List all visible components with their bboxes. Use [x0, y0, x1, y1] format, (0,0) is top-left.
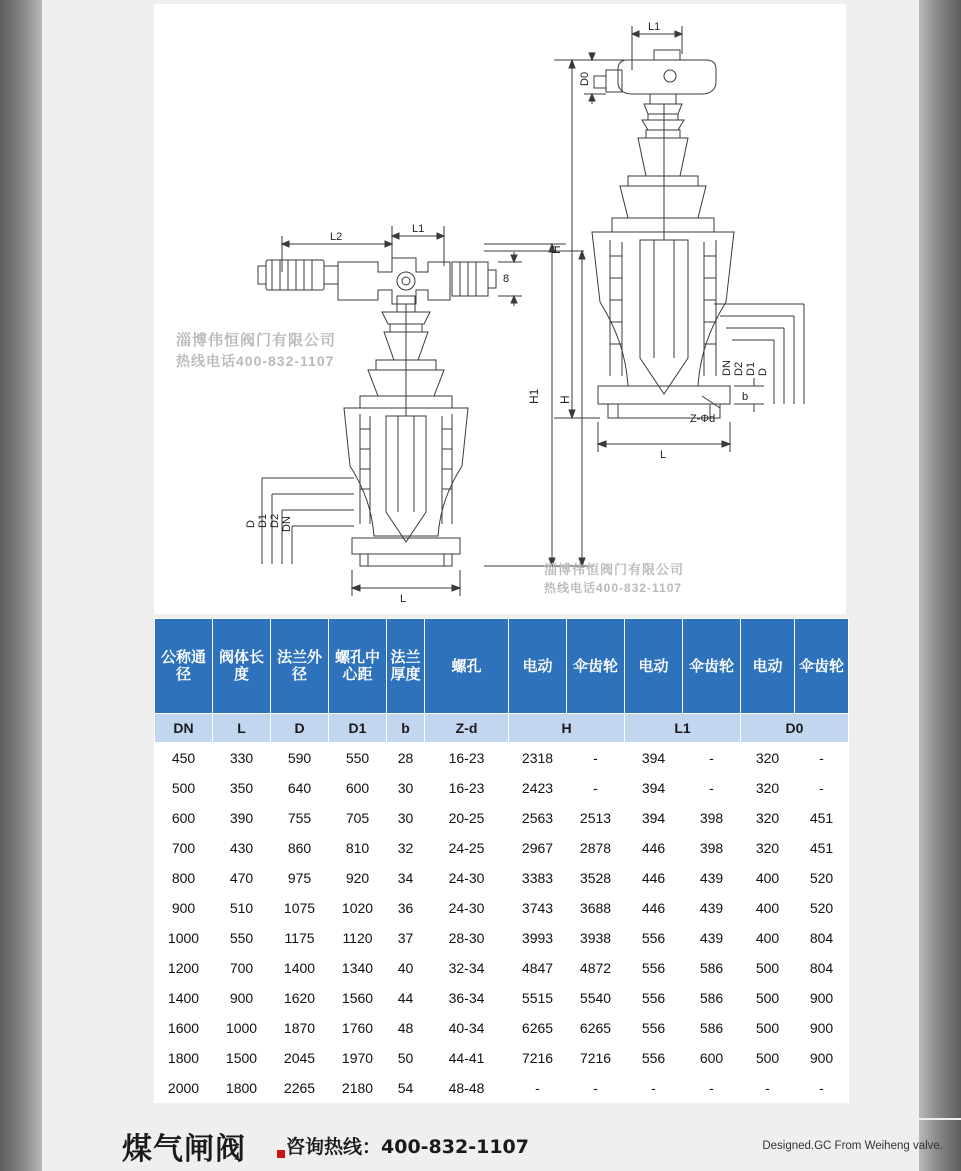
- cell-l: 390: [213, 803, 271, 833]
- svg-text:b: b: [742, 391, 749, 403]
- cell-h-bevel: 5540: [567, 983, 625, 1013]
- cell-dn: 2000: [155, 1073, 213, 1103]
- cell-d1: 1020: [329, 893, 387, 923]
- cell-d0-electric: 320: [741, 803, 795, 833]
- cell-l1-electric: 394: [625, 803, 683, 833]
- product-title: 煤气闸阀: [122, 1132, 246, 1167]
- cell-d: 1400: [271, 953, 329, 983]
- cell-l: 1800: [213, 1073, 271, 1103]
- cell-dn: 1800: [155, 1043, 213, 1073]
- cell-d1: 1120: [329, 923, 387, 953]
- cell-l1-electric: 446: [625, 833, 683, 863]
- cell-d1: 1970: [329, 1043, 387, 1073]
- col-header-electric-h: 电动: [509, 619, 567, 714]
- cell-d0-electric: -: [741, 1073, 795, 1103]
- cell-l: 330: [213, 743, 271, 773]
- symbol-h: H: [509, 714, 625, 743]
- left-edge-band: [0, 0, 42, 1171]
- col-header-bolt-circle: 螺孔中心距: [329, 619, 387, 714]
- cell-zd: 44-41: [425, 1043, 509, 1073]
- cell-l1-electric: 394: [625, 773, 683, 803]
- cell-b: 28: [387, 743, 425, 773]
- col-header-bevelgear-l1: 伞齿轮: [683, 619, 741, 714]
- cell-b: 54: [387, 1073, 425, 1103]
- cell-l1-bevel: 586: [683, 953, 741, 983]
- cell-zd: 36-34: [425, 983, 509, 1013]
- symbol-b: b: [387, 714, 425, 743]
- cell-d: 1620: [271, 983, 329, 1013]
- watermark-company-left: 淄博伟恒阀门有限公司: [176, 332, 337, 349]
- col-header-nominal-diameter: 公称通径: [155, 619, 213, 714]
- cell-zd: 40-34: [425, 1013, 509, 1043]
- cell-b: 34: [387, 863, 425, 893]
- cell-h-electric: 2318: [509, 743, 567, 773]
- table-row: [155, 833, 849, 863]
- symbol-l: L: [213, 714, 271, 743]
- col-header-bevelgear-d0: 伞齿轮: [795, 619, 849, 714]
- table-row: [155, 1073, 849, 1103]
- cell-d0-bevel: 804: [795, 953, 849, 983]
- cell-l1-electric: 446: [625, 863, 683, 893]
- cell-l: 900: [213, 983, 271, 1013]
- table-row: [155, 953, 849, 983]
- title-accent-dot: [277, 1150, 285, 1158]
- col-header-flange-thickness: 法兰厚度: [387, 619, 425, 714]
- col-header-flange-outer-diameter: 法兰外径: [271, 619, 329, 714]
- spec-table: [154, 618, 849, 1103]
- cell-l: 470: [213, 863, 271, 893]
- cell-b: 48: [387, 1013, 425, 1043]
- svg-text:D2: D2: [733, 361, 745, 376]
- cell-h-electric: 3383: [509, 863, 567, 893]
- cell-d0-electric: 500: [741, 1013, 795, 1043]
- cell-zd: 28-30: [425, 923, 509, 953]
- cell-b: 40: [387, 953, 425, 983]
- cell-d: 590: [271, 743, 329, 773]
- svg-text:8: 8: [503, 273, 510, 285]
- table-row: [155, 803, 849, 833]
- svg-text:D1: D1: [745, 361, 757, 376]
- col-header-bolt-holes: 螺孔: [425, 619, 509, 714]
- cell-d1: 920: [329, 863, 387, 893]
- cell-d0-bevel: -: [795, 773, 849, 803]
- cell-d: 1870: [271, 1013, 329, 1043]
- cell-l: 350: [213, 773, 271, 803]
- cell-h-electric: 6265: [509, 1013, 567, 1043]
- cell-d1: 2180: [329, 1073, 387, 1103]
- symbol-d1: D1: [329, 714, 387, 743]
- right-edge-band: [919, 0, 961, 1171]
- cell-l: 510: [213, 893, 271, 923]
- svg-text:D: D: [757, 368, 769, 376]
- cell-d0-bevel: -: [795, 1073, 849, 1103]
- svg-text:D2: D2: [269, 513, 281, 528]
- hotline-label: 咨询热线：: [286, 1136, 382, 1158]
- svg-text:H: H: [558, 395, 572, 404]
- symbol-z-d: Z-d: [425, 714, 509, 743]
- svg-text:DN: DN: [281, 516, 293, 532]
- cell-h-bevel: 3938: [567, 923, 625, 953]
- symbol-l1: L1: [625, 714, 741, 743]
- cell-d0-electric: 400: [741, 893, 795, 923]
- cell-l1-bevel: 600: [683, 1043, 741, 1073]
- cell-d0-electric: 320: [741, 773, 795, 803]
- table-row: [155, 1013, 849, 1043]
- table-row: [155, 773, 849, 803]
- cell-h-bevel: 7216: [567, 1043, 625, 1073]
- cell-d1: 1760: [329, 1013, 387, 1043]
- symbol-dn: DN: [155, 714, 213, 743]
- symbol-d0: D0: [741, 714, 849, 743]
- spec-table-container: [154, 618, 848, 1103]
- cell-b: 30: [387, 803, 425, 833]
- cell-d: 1075: [271, 893, 329, 923]
- cell-d0-bevel: 520: [795, 893, 849, 923]
- cell-l1-electric: 556: [625, 1013, 683, 1043]
- svg-text:L1: L1: [412, 223, 425, 235]
- svg-text:L: L: [660, 449, 667, 461]
- cell-d0-bevel: 451: [795, 833, 849, 863]
- cell-d0-electric: 400: [741, 923, 795, 953]
- cell-d0-electric: 320: [741, 833, 795, 863]
- cell-dn: 600: [155, 803, 213, 833]
- cell-h-electric: 2423: [509, 773, 567, 803]
- cell-zd: 24-30: [425, 863, 509, 893]
- cell-zd: 16-23: [425, 743, 509, 773]
- table-row: [155, 923, 849, 953]
- table-body: [155, 743, 849, 1103]
- cell-d1: 1340: [329, 953, 387, 983]
- svg-text:D0: D0: [579, 71, 591, 86]
- cell-l1-bevel: 586: [683, 1013, 741, 1043]
- cell-h-bevel: 4872: [567, 953, 625, 983]
- cell-dn: 450: [155, 743, 213, 773]
- table-symbol-row: [155, 714, 849, 743]
- cell-l1-electric: 556: [625, 953, 683, 983]
- cell-b: 50: [387, 1043, 425, 1073]
- cell-l: 1500: [213, 1043, 271, 1073]
- cell-l1-electric: 446: [625, 893, 683, 923]
- cell-d1: 1560: [329, 983, 387, 1013]
- svg-text:L1: L1: [648, 21, 661, 33]
- cell-d: 2045: [271, 1043, 329, 1073]
- cell-d0-bevel: 900: [795, 1043, 849, 1073]
- watermark-hotline-left: 热线电话400-832-1107: [176, 353, 335, 369]
- svg-text:L2: L2: [330, 231, 343, 243]
- svg-text:L: L: [400, 593, 407, 605]
- cell-d: 975: [271, 863, 329, 893]
- cell-dn: 1400: [155, 983, 213, 1013]
- cell-h-bevel: -: [567, 1073, 625, 1103]
- cell-h-bevel: 3528: [567, 863, 625, 893]
- cell-d0-bevel: 451: [795, 803, 849, 833]
- cell-h-electric: 2967: [509, 833, 567, 863]
- watermark-hotline-right: 热线电话400-832-1107: [544, 581, 683, 595]
- cell-d0-electric: 320: [741, 743, 795, 773]
- svg-text:H1: H1: [527, 388, 541, 404]
- cell-dn: 1200: [155, 953, 213, 983]
- cell-l1-bevel: 586: [683, 983, 741, 1013]
- cell-l1-electric: 394: [625, 743, 683, 773]
- cell-l1-bevel: 439: [683, 863, 741, 893]
- valve-drawing-svg: [154, 4, 846, 614]
- symbol-d: D: [271, 714, 329, 743]
- cell-d1: 600: [329, 773, 387, 803]
- svg-text:DN: DN: [721, 360, 733, 376]
- cell-zd: 24-25: [425, 833, 509, 863]
- cell-h-bevel: 3688: [567, 893, 625, 923]
- table-row: [155, 1043, 849, 1073]
- cell-zd: 48-48: [425, 1073, 509, 1103]
- cell-b: 36: [387, 893, 425, 923]
- cell-d0-bevel: 900: [795, 983, 849, 1013]
- cell-dn: 700: [155, 833, 213, 863]
- svg-text:D: D: [245, 520, 257, 528]
- cell-dn: 900: [155, 893, 213, 923]
- cell-d0-electric: 400: [741, 863, 795, 893]
- cell-l1-electric: -: [625, 1073, 683, 1103]
- cell-zd: 20-25: [425, 803, 509, 833]
- cell-l1-bevel: 398: [683, 833, 741, 863]
- svg-text:H: H: [549, 245, 563, 254]
- col-header-bevelgear-h: 伞齿轮: [567, 619, 625, 714]
- cell-h-bevel: -: [567, 743, 625, 773]
- cell-b: 32: [387, 833, 425, 863]
- cell-d: 640: [271, 773, 329, 803]
- cell-l1-bevel: -: [683, 773, 741, 803]
- footer-hotline: [286, 1132, 529, 1159]
- cell-zd: 32-34: [425, 953, 509, 983]
- cell-d: 1175: [271, 923, 329, 953]
- cell-d0-electric: 500: [741, 983, 795, 1013]
- cell-l1-electric: 556: [625, 1043, 683, 1073]
- cell-d1: 810: [329, 833, 387, 863]
- svg-text:D1: D1: [257, 513, 269, 528]
- cell-d: 2265: [271, 1073, 329, 1103]
- cell-h-electric: 3743: [509, 893, 567, 923]
- cell-d: 755: [271, 803, 329, 833]
- cell-dn: 1600: [155, 1013, 213, 1043]
- cell-d0-electric: 500: [741, 953, 795, 983]
- cell-h-bevel: -: [567, 773, 625, 803]
- cell-l1-bevel: 398: [683, 803, 741, 833]
- cell-h-electric: -: [509, 1073, 567, 1103]
- cell-h-electric: 3993: [509, 923, 567, 953]
- cell-l1-electric: 556: [625, 923, 683, 953]
- table-row: [155, 983, 849, 1013]
- cell-h-bevel: 6265: [567, 1013, 625, 1043]
- cell-l: 1000: [213, 1013, 271, 1043]
- footer-divider: [84, 1118, 961, 1120]
- cell-dn: 1000: [155, 923, 213, 953]
- footer-credit: Designed.GC From Weiheng valve.: [762, 1140, 943, 1152]
- table-row: [155, 863, 849, 893]
- cell-b: 30: [387, 773, 425, 803]
- cell-dn: 500: [155, 773, 213, 803]
- table-row: [155, 893, 849, 923]
- table-row: [155, 743, 849, 773]
- cell-d1: 705: [329, 803, 387, 833]
- page-footer: [84, 1118, 961, 1171]
- cell-b: 44: [387, 983, 425, 1013]
- cell-d0-bevel: 900: [795, 1013, 849, 1043]
- cell-l1-electric: 556: [625, 983, 683, 1013]
- technical-drawing: [154, 4, 846, 614]
- cell-h-electric: 4847: [509, 953, 567, 983]
- cell-l: 430: [213, 833, 271, 863]
- cell-l: 550: [213, 923, 271, 953]
- cell-l: 700: [213, 953, 271, 983]
- cell-d0-bevel: 804: [795, 923, 849, 953]
- cell-h-bevel: 2878: [567, 833, 625, 863]
- hotline-number: 400-832-1107: [381, 1136, 529, 1158]
- watermark-company-right: 淄博伟恒阀门有限公司: [544, 562, 685, 577]
- table-header-row: [155, 619, 849, 714]
- cell-zd: 24-30: [425, 893, 509, 923]
- page-inner: [42, 0, 943, 1171]
- col-header-electric-l1: 电动: [625, 619, 683, 714]
- cell-l1-bevel: -: [683, 743, 741, 773]
- cell-h-bevel: 2513: [567, 803, 625, 833]
- cell-d0-bevel: 520: [795, 863, 849, 893]
- cell-dn: 800: [155, 863, 213, 893]
- cell-l1-bevel: 439: [683, 893, 741, 923]
- cell-l1-bevel: -: [683, 1073, 741, 1103]
- cell-h-electric: 2563: [509, 803, 567, 833]
- cell-h-electric: 5515: [509, 983, 567, 1013]
- cell-d1: 550: [329, 743, 387, 773]
- col-header-body-length: 阀体长度: [213, 619, 271, 714]
- svg-text:Z-Φd: Z-Φd: [690, 413, 716, 425]
- cell-zd: 16-23: [425, 773, 509, 803]
- cell-d0-electric: 500: [741, 1043, 795, 1073]
- cell-b: 37: [387, 923, 425, 953]
- cell-h-electric: 7216: [509, 1043, 567, 1073]
- cell-l1-bevel: 439: [683, 923, 741, 953]
- col-header-electric-d0: 电动: [741, 619, 795, 714]
- cell-d0-bevel: -: [795, 743, 849, 773]
- cell-d: 860: [271, 833, 329, 863]
